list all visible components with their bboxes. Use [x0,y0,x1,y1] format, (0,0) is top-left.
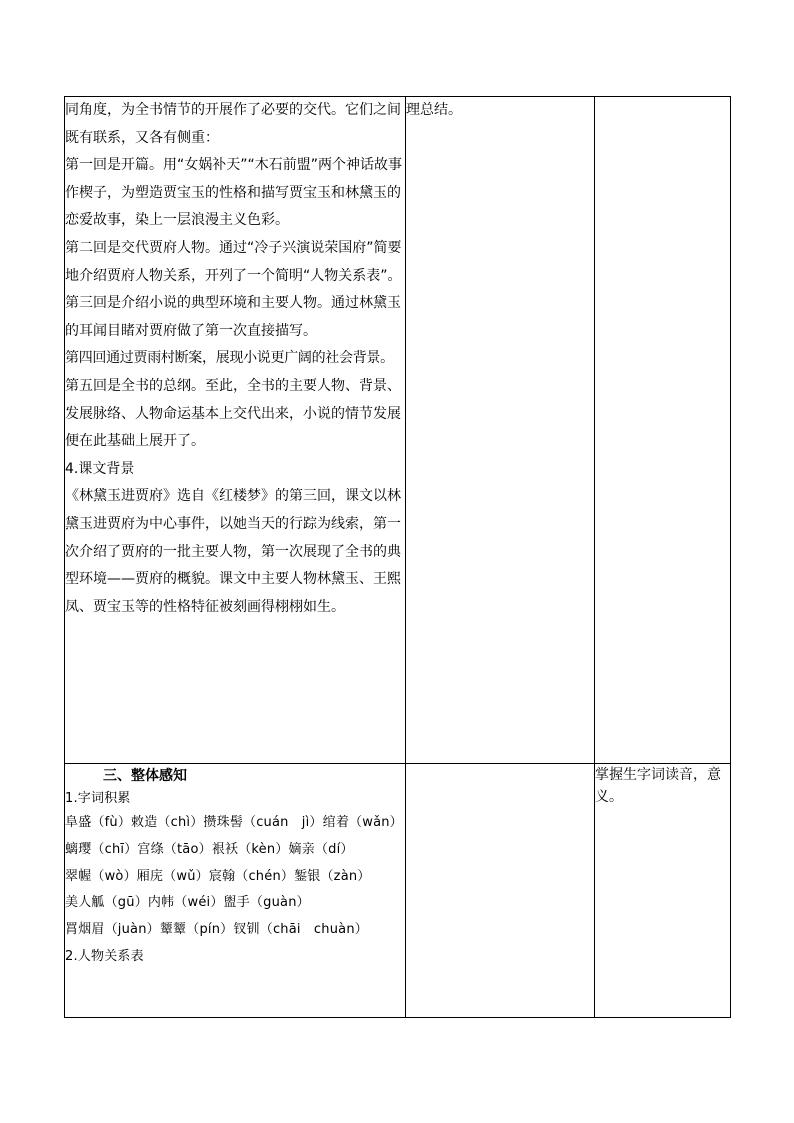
paragraph: 第三回是介绍小说的典型环境和主要人物。通过林黛玉的耳闻目睹对贾府做了第一次直接描写。 [65,295,401,339]
content-cell [65,97,406,764]
subsection-label: 1.字词积累 [65,791,131,806]
table-row [65,764,731,1018]
activity-cell [406,764,595,1018]
activity-text: 理总结。 [406,102,462,118]
goal-cell [595,97,731,764]
vocab-line: 罥烟眉（juàn）颦颦（pín）钗钏（chāi chuàn） [65,922,368,938]
paragraph: 《林黛玉进贾府》选自《红楼梦》的第三回，课文以林黛玉进贾府为中心事件，以她当天的行踪为线索，第一次介绍了贾府的一批主要人物，第一次展现了全书的典型环境——贾府的概貌。课文中主要人物林黛玉、王熙凤、贾宝玉等的性格特征被刻画得栩栩如生。 [65,488,401,615]
goal-cell [595,764,731,1018]
paragraph: 第四回通过贾雨村断案，展现小说更广阔的社会背景。 [65,350,394,367]
subsection-label: 2.人物关系表 [65,948,144,964]
content-cell [65,764,406,1018]
paragraph: 同角度，为全书情节的开展作了必要的交代。它们之间既有联系，又各有侧重： [65,102,401,146]
goal-text: 掌握生字词读音，意义。 [595,767,721,805]
table-row [65,97,731,764]
section-heading: 三、整体感知 [103,768,187,784]
paragraph: 第五回是全书的总纲。至此，全书的主要人物、背景、发展脉络、人物命运基本上交代出来，小说的情节发展便在此基础上展开了。 [65,377,401,450]
vocab-line: 翠幄（wò）厢庑（wǔ）宸翰（chén）錾银（zàn） [65,868,371,884]
section-label: 4.课文背景 [65,460,135,477]
vocab-line: 美人觚（gū）内帏（wéi）盥手（guàn） [65,895,310,911]
lesson-table [64,96,731,1018]
activity-cell [406,97,595,764]
paragraph: 第二回是交代贾府人物。通过“冷子兴演说荣国府”简要地介绍贾府人物关系，开列了一个简明“人物关系表”。 [65,239,402,284]
vocab-line: 阜盛（fù）敕造（chì）攒珠髻（cuán jì）绾着（wǎn）螭璎（chī）宫绦（tāo）裉袄（kèn）嫡亲（dí） [65,815,403,857]
paragraph: 第一回是开篇。用“女娲补天”“木石前盟”两个神话故事作楔子，为塑造贾宝玉的性格和描写贾宝玉和林黛玉的恋爱故事，染上一层浪漫主义色彩。 [65,157,403,229]
